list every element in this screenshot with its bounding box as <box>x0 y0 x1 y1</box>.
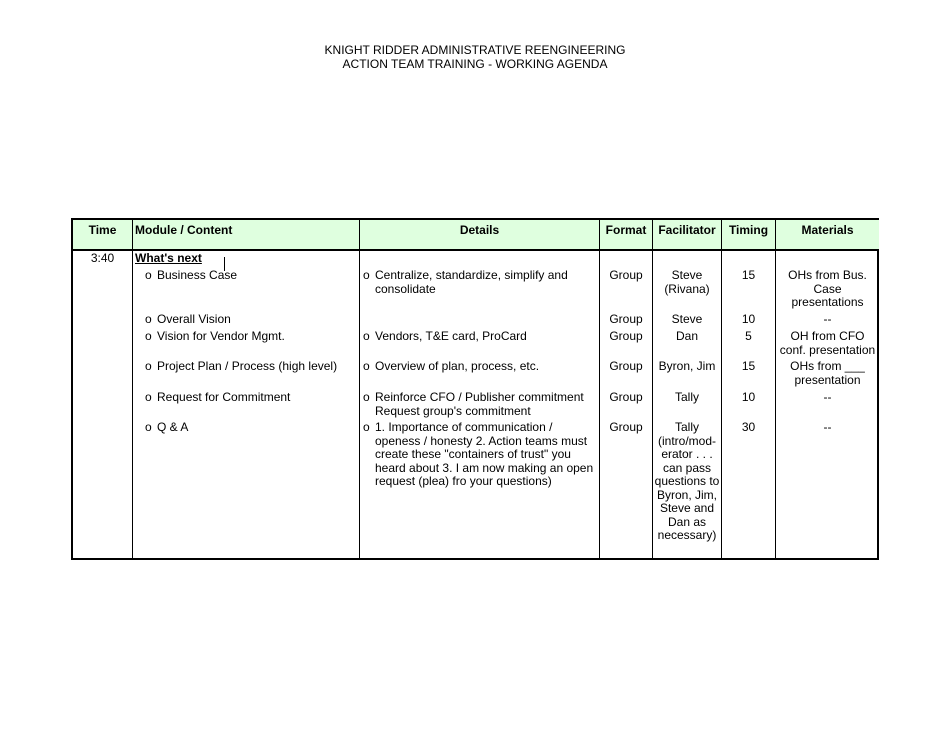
bullet-marker: o <box>363 420 370 434</box>
bullet-marker: o <box>145 312 152 326</box>
cell-module <box>145 269 357 283</box>
header-facilitator: Facilitator <box>658 223 716 237</box>
cell-timing: 30 <box>741 420 756 434</box>
cell-details <box>363 269 595 296</box>
agenda-table <box>71 218 879 560</box>
cell-format: Group <box>609 359 643 373</box>
bullet-marker: o <box>363 390 370 404</box>
cell-module <box>145 360 357 374</box>
header-materials: Materials <box>801 223 854 237</box>
cell-details-text: Overview of plan, process, etc. <box>375 359 540 373</box>
section-title: What's next <box>135 251 202 265</box>
cell-materials: OHs from ___ presentation <box>790 359 865 387</box>
cell-materials: -- <box>823 420 832 434</box>
cell-module <box>145 313 357 327</box>
bullet-marker: o <box>145 359 152 373</box>
cell-module <box>145 330 357 344</box>
cell-materials: OHs from Bus. Case presentations <box>788 268 867 309</box>
cell-details-text: Reinforce CFO / Publisher commitment Request group's commitment <box>375 390 584 418</box>
cell-timing: 15 <box>741 359 756 373</box>
cell-module <box>145 421 357 435</box>
cell-timing: 5 <box>745 329 752 343</box>
cell-materials: -- <box>823 390 832 404</box>
cell-timing: 10 <box>741 390 756 404</box>
session-time: 3:40 <box>90 251 115 265</box>
bullet-marker: o <box>363 329 370 343</box>
bullet-marker: o <box>363 268 370 282</box>
column-divider <box>132 220 133 560</box>
header-timing: Timing <box>728 223 769 237</box>
cell-module <box>145 391 357 405</box>
cell-facilitator: Tally <box>674 390 699 404</box>
header-details: Details <box>459 223 500 237</box>
cell-facilitator: Byron, Jim <box>658 359 716 373</box>
cell-details-text: Centralize, standardize, simplify and consolidate <box>375 268 568 296</box>
cell-materials: -- <box>823 312 832 326</box>
cell-facilitator: Tally (intro/mod-erator . . . can pass questions to Byron, Jim, Steve and Dan as necessary) <box>654 420 720 542</box>
cell-facilitator: Dan <box>675 329 698 343</box>
cell-format: Group <box>609 329 643 343</box>
bullet-marker: o <box>145 329 152 343</box>
header-format: Format <box>605 223 647 237</box>
cell-module-text: Request for Commitment <box>157 390 291 404</box>
cell-details <box>363 330 595 344</box>
cell-materials: OH from CFO conf. presentation <box>779 329 876 357</box>
cell-timing: 10 <box>741 312 756 326</box>
header-module: Module / Content <box>135 223 233 237</box>
bullet-marker: o <box>363 359 370 373</box>
cell-module-text: Business Case <box>157 268 238 282</box>
title-line-1: KNIGHT RIDDER ADMINISTRATIVE REENGINEERING <box>324 43 626 57</box>
bullet-marker: o <box>145 420 152 434</box>
cell-facilitator: Steve <box>671 312 703 326</box>
cell-module-text: Project Plan / Process (high level) <box>157 359 338 373</box>
cell-module-text: Q & A <box>157 420 189 434</box>
cell-module-text: Vision for Vendor Mgmt. <box>157 329 285 343</box>
title-line-2: ACTION TEAM TRAINING - WORKING AGENDA <box>342 57 608 71</box>
cell-format: Group <box>609 420 643 434</box>
document-title <box>0 43 950 71</box>
bullet-marker: o <box>145 268 152 282</box>
cell-details <box>363 391 595 418</box>
column-divider <box>359 220 360 560</box>
cell-format: Group <box>609 312 643 326</box>
cell-details <box>363 421 595 489</box>
cell-timing: 15 <box>741 268 756 282</box>
cell-details-text: Vendors, T&E card, ProCard <box>375 329 527 343</box>
cell-details-text: 1. Importance of communication / openess / honesty 2. Action teams must create these "containers of trust" you heard about 3. I am now making an open request (plea) fro your questions) <box>375 420 594 488</box>
cell-details <box>363 360 595 374</box>
bullet-marker: o <box>145 390 152 404</box>
cell-facilitator: Steve (Rivana) <box>664 268 710 296</box>
header-time: Time <box>88 223 117 237</box>
cell-format: Group <box>609 390 643 404</box>
cell-module-text: Overall Vision <box>157 312 231 326</box>
cell-format: Group <box>609 268 643 282</box>
